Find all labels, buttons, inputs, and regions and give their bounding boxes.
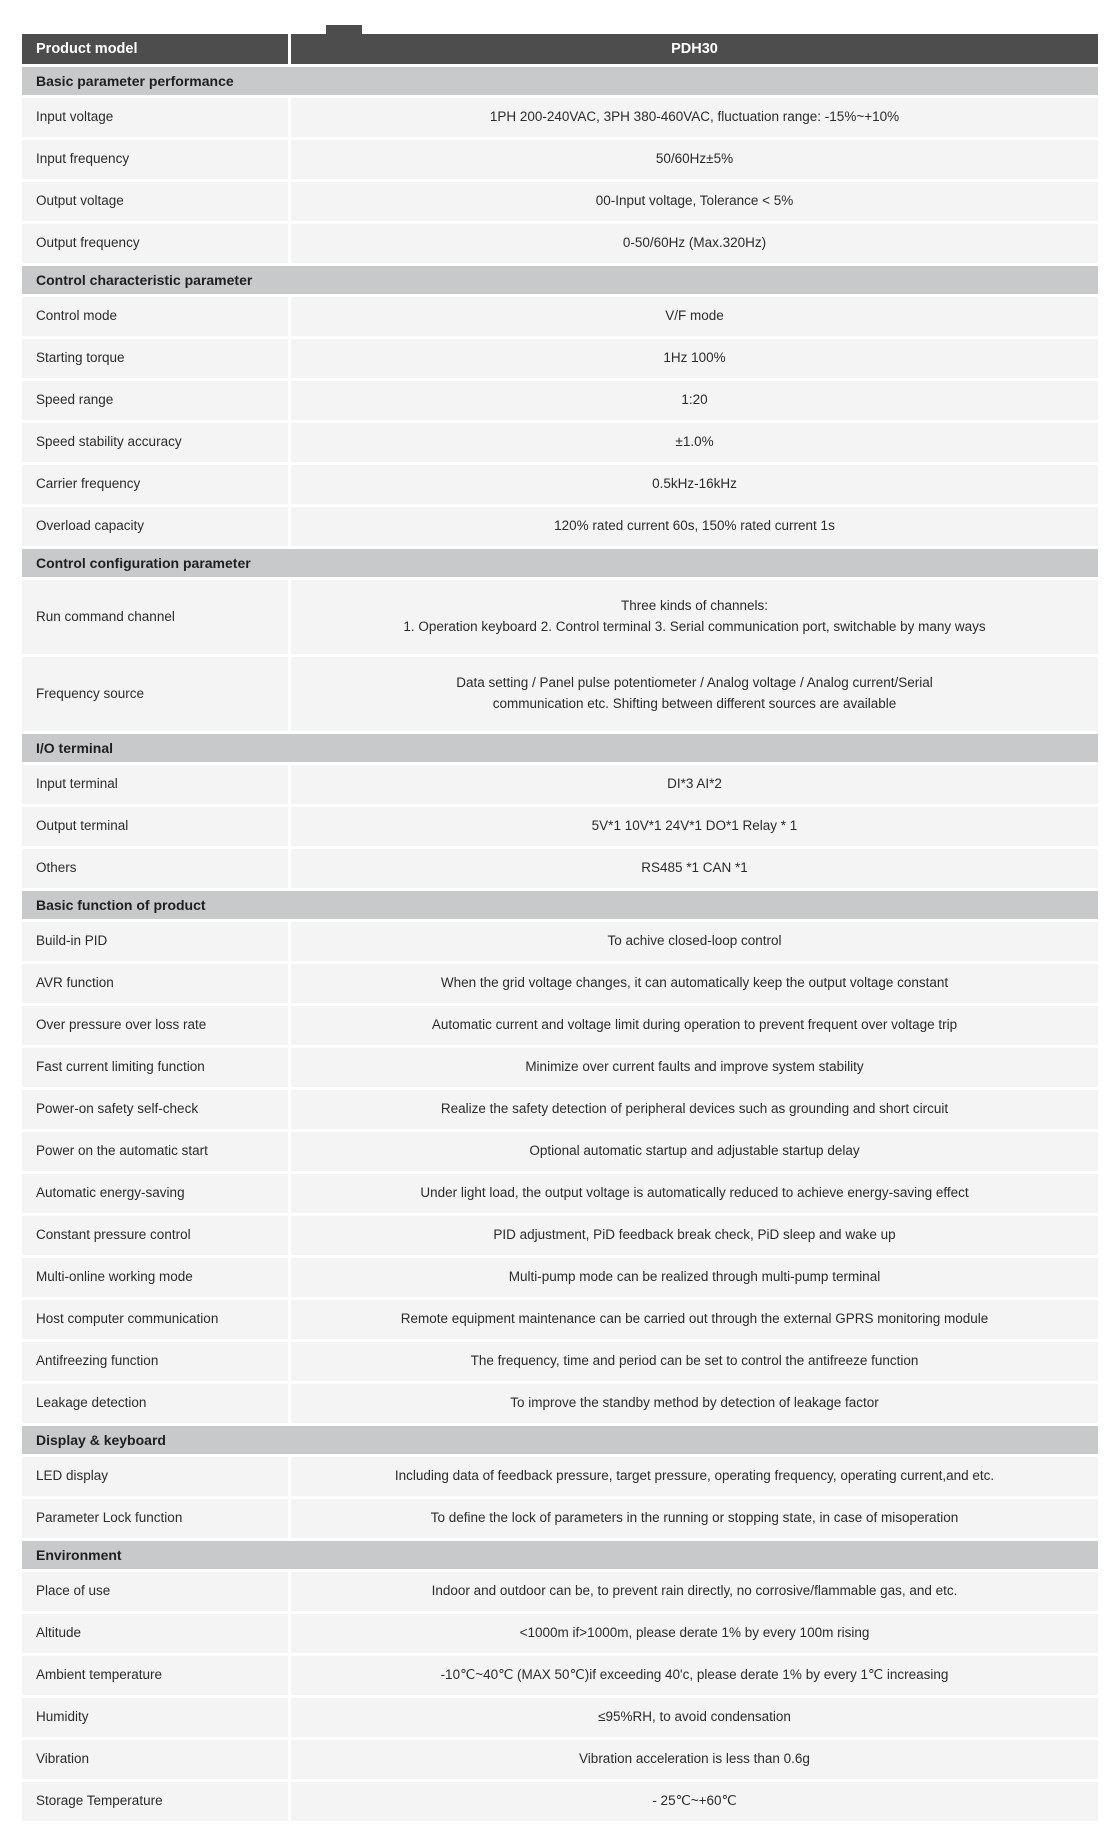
spec-value: Automatic current and voltage limit during operation to prevent frequent over voltage trip xyxy=(291,1006,1098,1048)
spec-label: Input terminal xyxy=(22,765,291,807)
spec-label: Output frequency xyxy=(22,224,291,266)
spec-value: <1000m if>1000m, please derate 1% by every 100m rising xyxy=(291,1614,1098,1656)
table-row xyxy=(22,1740,1098,1782)
spec-value: Indoor and outdoor can be, to prevent rain directly, no corrosive/flammable gas, and etc. xyxy=(291,1572,1098,1614)
spec-label: AVR function xyxy=(22,964,291,1006)
spec-label: Altitude xyxy=(22,1614,291,1656)
table-row xyxy=(22,1132,1098,1174)
spec-value: RS485 *1 CAN *1 xyxy=(291,849,1098,891)
spec-label: Host computer communication xyxy=(22,1300,291,1342)
spec-label: Starting torque xyxy=(22,339,291,381)
section-header-row xyxy=(22,734,1098,765)
section-header-row xyxy=(22,1541,1098,1572)
spec-value: 120% rated current 60s, 150% rated current 1s xyxy=(291,507,1098,549)
table-row xyxy=(22,849,1098,891)
spec-value: 50/60Hz±5% xyxy=(291,140,1098,182)
table-row xyxy=(22,1048,1098,1090)
table-row xyxy=(22,465,1098,507)
table-row xyxy=(22,1342,1098,1384)
table-row xyxy=(22,657,1098,734)
table-row xyxy=(22,224,1098,266)
spec-value: ±1.0% xyxy=(291,423,1098,465)
table-row xyxy=(22,98,1098,140)
spec-label: Input voltage xyxy=(22,98,291,140)
spec-value-line: Three kinds of channels: xyxy=(620,598,769,614)
spec-label: Humidity xyxy=(22,1698,291,1740)
spec-label: Speed range xyxy=(22,381,291,423)
spec-label: Speed stability accuracy xyxy=(22,423,291,465)
spec-value: 1Hz 100% xyxy=(291,339,1098,381)
header-label-cell: Product model xyxy=(22,34,291,67)
spec-label: Output voltage xyxy=(22,182,291,224)
spec-value xyxy=(291,580,1098,657)
table-row xyxy=(22,1006,1098,1048)
spec-label: Ambient temperature xyxy=(22,1656,291,1698)
section-title: Basic function of product xyxy=(22,891,1098,922)
table-row xyxy=(22,580,1098,657)
section-title: Control configuration parameter xyxy=(22,549,1098,580)
table-row xyxy=(22,423,1098,465)
spec-value xyxy=(291,657,1098,734)
table-body xyxy=(22,34,1098,1824)
spec-label: Carrier frequency xyxy=(22,465,291,507)
spec-value: ≤95%RH, to avoid condensation xyxy=(291,1698,1098,1740)
spec-value: Vibration acceleration is less than 0.6g xyxy=(291,1740,1098,1782)
spec-value: PID adjustment, PiD feedback break check, PiD sleep and wake up xyxy=(291,1216,1098,1258)
spec-value: 1PH 200-240VAC, 3PH 380-460VAC, fluctuation range: -15%~+10% xyxy=(291,98,1098,140)
table-row xyxy=(22,1174,1098,1216)
spec-label: Power on the automatic start xyxy=(22,1132,291,1174)
section-header-row xyxy=(22,266,1098,297)
section-header-row xyxy=(22,1426,1098,1457)
spec-value: Including data of feedback pressure, target pressure, operating frequency, operating current,and etc. xyxy=(291,1457,1098,1499)
table-row xyxy=(22,922,1098,964)
product-specification-table xyxy=(22,34,1098,1824)
table-row xyxy=(22,765,1098,807)
section-header-row xyxy=(22,891,1098,922)
spec-value: DI*3 AI*2 xyxy=(291,765,1098,807)
spec-label: Vibration xyxy=(22,1740,291,1782)
spec-label: Storage Temperature xyxy=(22,1782,291,1824)
table-row xyxy=(22,381,1098,423)
spec-label: Build-in PID xyxy=(22,922,291,964)
spec-value: 1:20 xyxy=(291,381,1098,423)
header-model-cell: PDH30 xyxy=(291,34,1098,67)
spec-value: 5V*1 10V*1 24V*1 DO*1 Relay * 1 xyxy=(291,807,1098,849)
spec-value: When the grid voltage changes, it can automatically keep the output voltage constant xyxy=(291,964,1098,1006)
spec-label: Automatic energy-saving xyxy=(22,1174,291,1216)
section-title: Control characteristic parameter xyxy=(22,266,1098,297)
table-row xyxy=(22,964,1098,1006)
spec-label: Others xyxy=(22,849,291,891)
spec-label: Parameter Lock function xyxy=(22,1499,291,1541)
table-row xyxy=(22,1090,1098,1132)
spec-value: Remote equipment maintenance can be carried out through the external GPRS monitoring module xyxy=(291,1300,1098,1342)
table-row xyxy=(22,182,1098,224)
spec-value: Multi-pump mode can be realized through multi-pump terminal xyxy=(291,1258,1098,1300)
spec-value: To improve the standby method by detection of leakage factor xyxy=(291,1384,1098,1426)
section-title: Basic parameter performance xyxy=(22,67,1098,98)
spec-label: Fast current limiting function xyxy=(22,1048,291,1090)
spec-value: To define the lock of parameters in the running or stopping state, in case of misoperation xyxy=(291,1499,1098,1541)
spec-label: Multi-online working mode xyxy=(22,1258,291,1300)
table-row xyxy=(22,339,1098,381)
section-title: Display & keyboard xyxy=(22,1426,1098,1457)
table-row xyxy=(22,1258,1098,1300)
table-row xyxy=(22,140,1098,182)
spec-value: Minimize over current faults and improve system stability xyxy=(291,1048,1098,1090)
spec-value: 00-Input voltage, Tolerance < 5% xyxy=(291,182,1098,224)
section-title: Environment xyxy=(22,1541,1098,1572)
table-row xyxy=(22,1499,1098,1541)
spec-label: Power-on safety self-check xyxy=(22,1090,291,1132)
spec-label: Place of use xyxy=(22,1572,291,1614)
spec-label: LED display xyxy=(22,1457,291,1499)
section-header-row xyxy=(22,549,1098,580)
table-row xyxy=(22,1216,1098,1258)
section-header-row xyxy=(22,67,1098,98)
table-row xyxy=(22,1572,1098,1614)
table-header-row xyxy=(22,34,1098,67)
spec-value: Optional automatic startup and adjustable startup delay xyxy=(291,1132,1098,1174)
spec-label: Input frequency xyxy=(22,140,291,182)
spec-label: Overload capacity xyxy=(22,507,291,549)
table-row xyxy=(22,1300,1098,1342)
spec-value: -10℃~40℃ (MAX 50℃)if exceeding 40'c, please derate 1% by every 1℃ increasing xyxy=(291,1656,1098,1698)
table-row xyxy=(22,1384,1098,1426)
spec-value: To achive closed-loop control xyxy=(291,922,1098,964)
spec-value-line: Data setting / Panel pulse potentiometer / Analog voltage / Analog current/Serial xyxy=(456,675,933,691)
spec-label: Frequency source xyxy=(22,657,291,734)
section-title: I/O terminal xyxy=(22,734,1098,765)
table-row xyxy=(22,807,1098,849)
spec-value-line: communication etc. Shifting between different sources are available xyxy=(492,696,897,711)
spec-value: 0-50/60Hz (Max.320Hz) xyxy=(291,224,1098,266)
table-row xyxy=(22,1614,1098,1656)
table-row xyxy=(22,507,1098,549)
spec-value: Under light load, the output voltage is automatically reduced to achieve energy-saving effect xyxy=(291,1174,1098,1216)
spec-value: V/F mode xyxy=(291,297,1098,339)
spec-value: - 25℃~+60℃ xyxy=(291,1782,1098,1824)
spec-value: Realize the safety detection of peripheral devices such as grounding and short circuit xyxy=(291,1090,1098,1132)
table-row xyxy=(22,1656,1098,1698)
spec-value: The frequency, time and period can be set to control the antifreeze function xyxy=(291,1342,1098,1384)
spec-label: Antifreezing function xyxy=(22,1342,291,1384)
spec-label: Leakage detection xyxy=(22,1384,291,1426)
spec-label: Constant pressure control xyxy=(22,1216,291,1258)
spec-label: Output terminal xyxy=(22,807,291,849)
spec-value: 0.5kHz-16kHz xyxy=(291,465,1098,507)
spec-label: Over pressure over loss rate xyxy=(22,1006,291,1048)
spec-label: Run command channel xyxy=(22,580,291,657)
spec-label: Control mode xyxy=(22,297,291,339)
table-row xyxy=(22,1698,1098,1740)
table-row xyxy=(22,1457,1098,1499)
table-row xyxy=(22,1782,1098,1824)
spec-value-line: 1. Operation keyboard 2. Control terminal 3. Serial communication port, switchable by many ways xyxy=(403,619,986,634)
table-row xyxy=(22,297,1098,339)
